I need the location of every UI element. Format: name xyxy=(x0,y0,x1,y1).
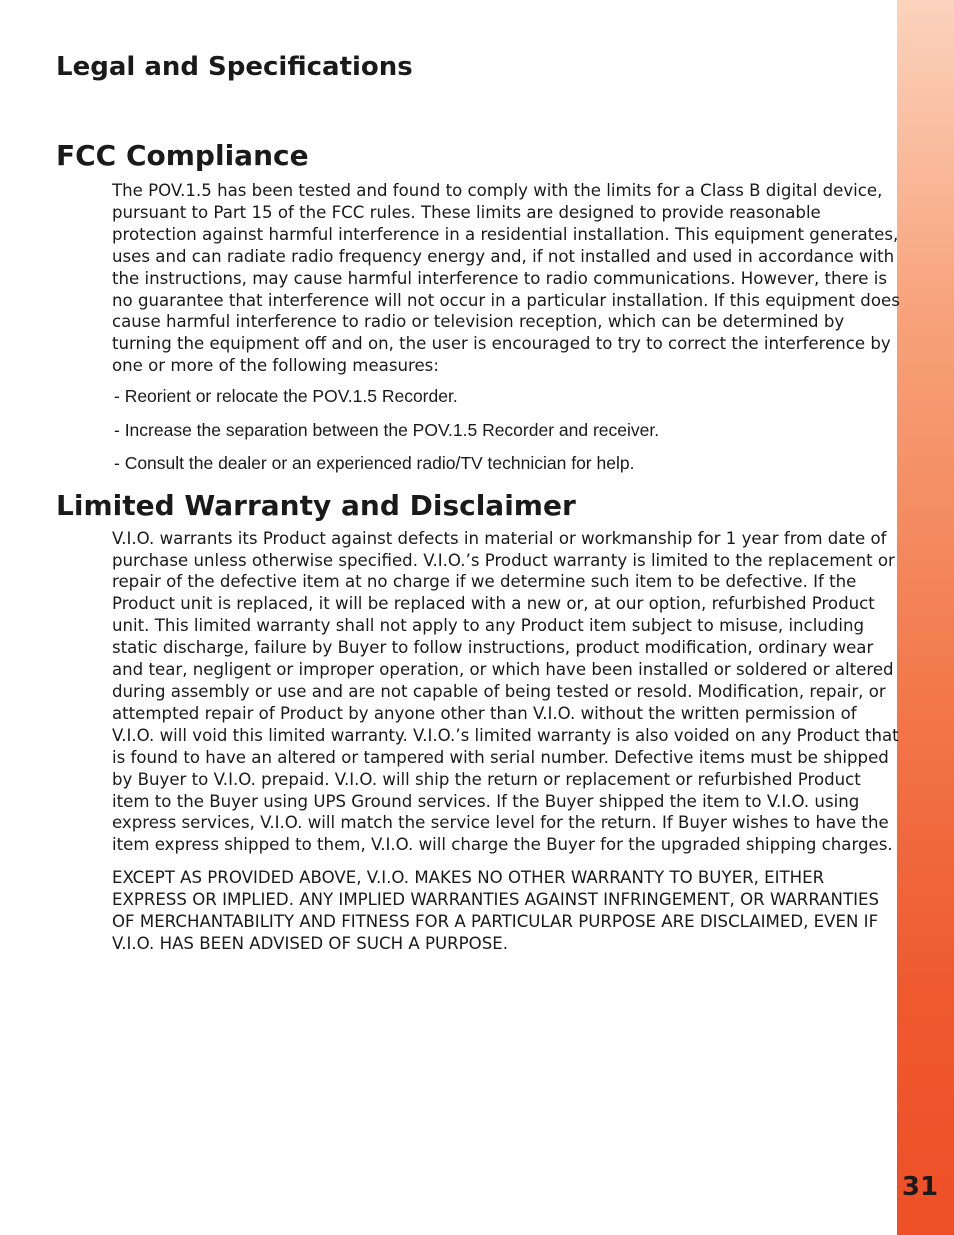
orange-side-band xyxy=(897,0,954,1235)
page-number: 31 xyxy=(901,1172,939,1202)
page-content xyxy=(56,46,900,955)
warranty-section-title: Limited Warranty and Disclaimer xyxy=(56,488,576,522)
list-item: - Increase the separation between the POV.1.5 Recorder and receiver. xyxy=(114,419,660,440)
disclaimer-paragraph: EXCEPT AS PROVIDED ABOVE, V.I.O. MAKES NO OTHER WARRANTY TO BUYER, EITHER EXPRESS OR IMPLIED. ANY IMPLIED WARRANTIES AGAINST INFRINGEMENT, OR WARRANTIES OF MERCHANTABILITY AND FITNESS FOR A PARTICULAR PURPOSE ARE DISCLAIMED, EVEN IF V.I.O. HAS BEEN ADVISED OF SUCH A PURPOSE. xyxy=(112,868,880,953)
warranty-paragraph: V.I.O. warrants its Product against defects in material or workmanship for 1 year from date of purchase unless otherwise specified. V.I.O.’s Product warranty is limited to the replacement or repair of the defective item at no charge if we determine such item to be defective. If the Product unit is replaced, it will be replaced with a new or, at our option, refurbished Product unit. This limited warranty shall not apply to any Product item subject to misuse, including static discharge, failure by Buyer to follow instructions, product modification, ordinary wear and tear, negligent or improper operation, or which have been installed or soldered or altered during assembly or use and are not capable of being tested or resold. Modification, repair, or attempted repair of Product by anyone other than V.I.O. without the written permission of V.I.O. will void this limited warranty. V.I.O.’s limited warranty is also voided on any Product that is found to have an altered or tampered with serial number. Defective items must be shipped by Buyer to V.I.O. prepaid. V.I.O. will ship the return or replacement or refurbished Product item to the Buyer using UPS Ground services. If the Buyer shipped the item to V.I.O. using express services, V.I.O. will match the service level for the return. If Buyer wishes to have the item express shipped to them, V.I.O. will charge the Buyer for the upgraded shipping charges. xyxy=(112,528,899,855)
fcc-section-title: FCC Compliance xyxy=(56,139,309,172)
fcc-measures-list xyxy=(114,385,896,474)
page-title: Legal and Specifications xyxy=(56,52,413,82)
list-item: - Reorient or relocate the POV.1.5 Recorder. xyxy=(114,386,458,407)
list-item: - Consult the dealer or an experienced radio/TV technician for help. xyxy=(114,453,635,474)
fcc-paragraph: The POV.1.5 has been tested and found to comply with the limits for a Class B digital device, pursuant to Part 15 of the FCC rules. These limits are designed to provide reasonable protection against harmful interference in a residential installation. This equipment generates, uses and can radiate radio frequency energy and, if not installed and used in accordance with the instructions, may cause harmful interference to radio communications. However, there is no guarantee that interference will not occur in a particular installation. If this equipment does cause harmful interference to radio or television reception, which can be determined by turning the equipment off and on, the user is encouraged to try to correct the interference by one or more of the following measures: xyxy=(112,181,900,376)
